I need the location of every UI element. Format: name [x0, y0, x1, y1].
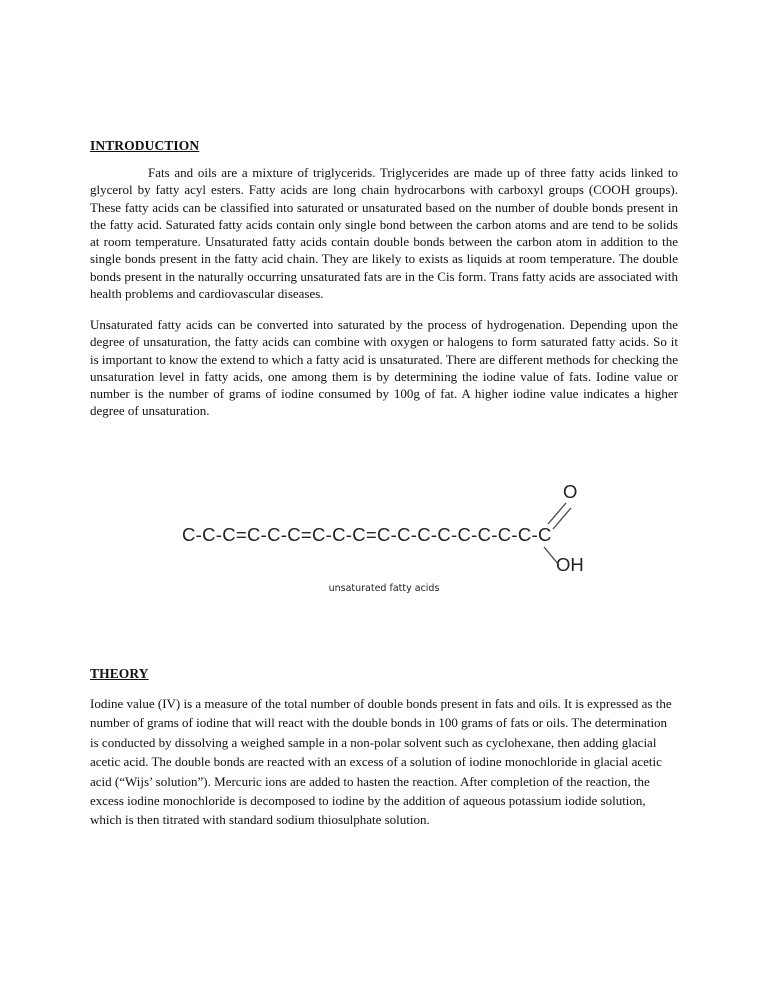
double-bond-line-1 [548, 503, 566, 524]
theory-heading: THEORY [90, 666, 149, 681]
figure-oxygen-label: O [563, 481, 578, 502]
theory-paragraph [90, 694, 678, 830]
introduction-paragraph-2-text: Unsaturated fatty acids can be converted into saturated by the process of hydrogenation. Depending upon the degree of unsaturation, the fatty acids can combine with oxygen or halogens to form saturated fatty acids. So it is important to know the extend to which a fatty acid is unsaturated. There are different methods for checking the unsaturation level in fatty acids, one among them is by determining the iodine value of fats. Iodine value or number is the number of grams of iodine consumed by 100g of fat. A higher iodine value indicates a higher degree of unsaturation. [90, 317, 678, 419]
figure-hydroxyl-label: OH [556, 554, 584, 575]
figure-caption: unsaturated fatty acids [328, 583, 440, 594]
introduction-heading: INTRODUCTION [90, 138, 200, 153]
introduction-paragraph-1-text: Fats and oils are a mixture of triglycerids. Triglycerides are made up of three fatty acids linked to glycerol by fatty acyl esters. Fatty acids are long chain hydrocarbons with carboxyl groups (COOH groups). These fatty acids can be classified into saturated or unsaturated based on the number of double bonds present in the fatty acid. Saturated fatty acids contain only single bond between the carbon atoms and are tend to be solids at room temperature. Unsaturated fatty acids contain double bonds between the carbon atom in addition to the single bonds present in the fatty acid chain. They are likely to exists as liquids at room temperature. The double bonds present in the naturally occurring unsaturated fats are in the Cis form. Trans fatty acids are associated with health problems and cardiovascular diseases. [90, 165, 678, 302]
theory-paragraph-text: Iodine value (IV) is a measure of the total number of double bonds present in fats and oils. It is expressed as the number of grams of iodine that will react with the double bonds in 100 grams of fats or oils. The determination is conducted by dissolving a weighed sample in a non-polar solvent such as cyclohexane, then adding glacial acetic acid. The double bonds are reacted with an excess of a solution of iodine monochloride in glacial acetic acid (“Wijs’ solution”). Mercuric ions are added to hasten the reaction. After completion of the reaction, the excess iodine monochloride is decomposed to iodine by the addition of aqueous potassium iodide solution, which is then titrated with standard sodium thiosulphate solution. [90, 696, 672, 828]
figure-carbon-chain: C-C-C=C-C-C=C-C-C=C-C-C-C-C-C-C-C-C [182, 524, 552, 545]
single-bond-line [544, 547, 559, 565]
double-bond-line-2 [553, 508, 571, 529]
